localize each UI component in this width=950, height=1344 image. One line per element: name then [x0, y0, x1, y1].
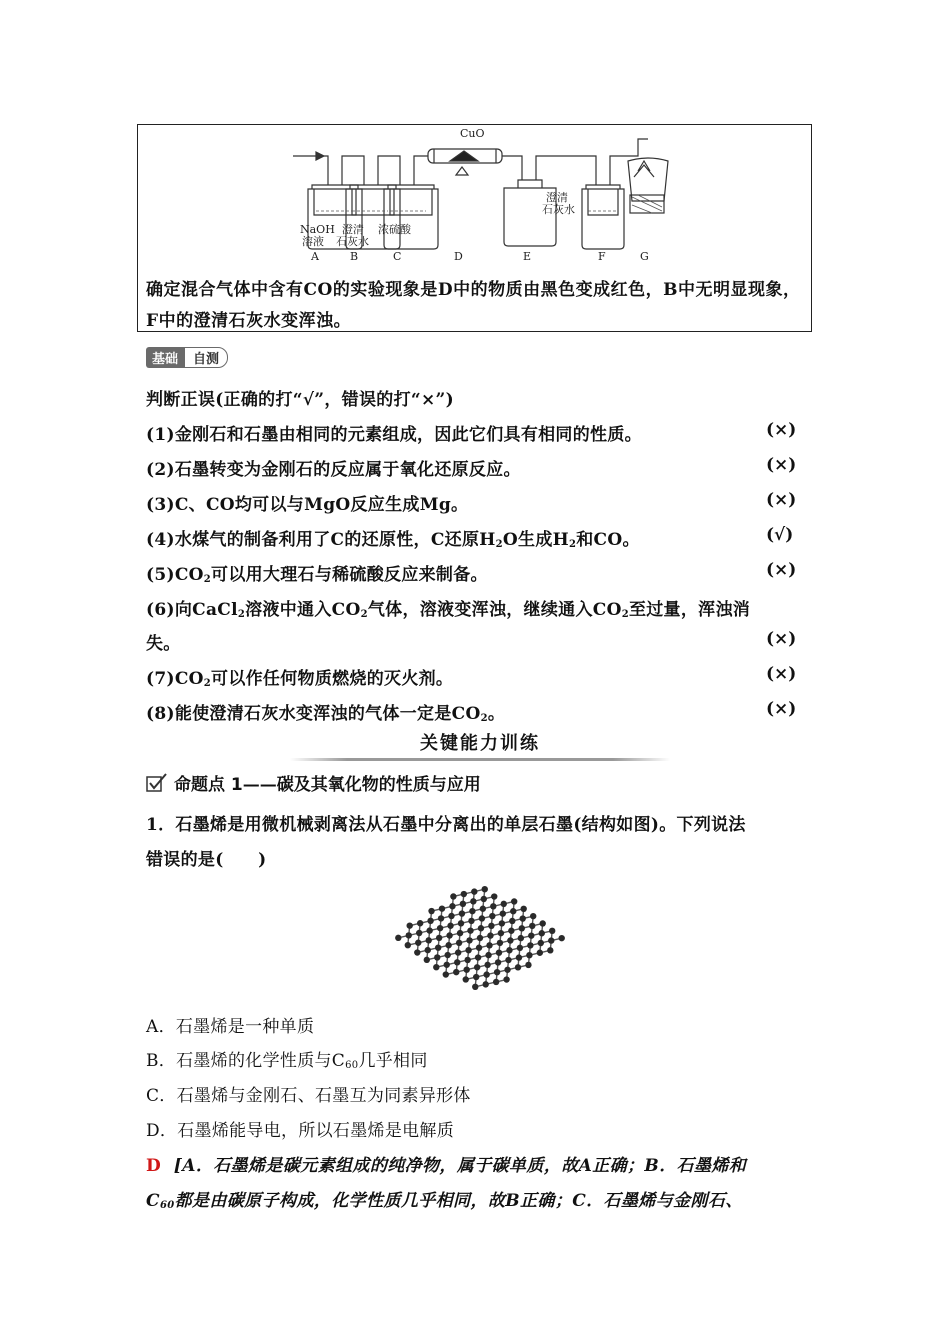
lattice-atom [485, 952, 491, 958]
lattice-atom [496, 949, 502, 955]
lattice-atom [483, 981, 489, 987]
lattice-atom [478, 925, 484, 931]
lattice-atom [471, 888, 477, 894]
item-5-mark: (×) [766, 560, 797, 580]
lattice-atom [506, 947, 512, 953]
lattice-atom [493, 979, 499, 985]
lattice-atom [474, 964, 480, 970]
lattice-atom [406, 932, 412, 938]
question-line-1: 1．石墨烯是用微机械剥离法从石墨中分离出的单层石墨(结构如图)。下列说法 [146, 815, 746, 835]
item-6: (6)向CaCl$_2$溶液中通入$CO_2$气体，溶液变浑浊，继续通入$CO_2$至过量，浑浊消 [146, 600, 751, 620]
apparatus-box [137, 124, 812, 332]
lattice-atom [454, 959, 460, 965]
lattice-atom [519, 925, 525, 931]
lattice-atom [527, 942, 533, 948]
item-8-mark: (×) [766, 699, 797, 719]
lattice-atom [504, 967, 510, 973]
lattice-atom [446, 932, 452, 938]
lattice-atom [425, 947, 431, 953]
answer-line-2: $C_{60}$都是由碳原子构成，化学性质几乎相同，故B正确；C．石墨烯与金刚石、 [146, 1191, 743, 1211]
lattice-atom [428, 908, 434, 914]
lattice-atom [463, 976, 469, 982]
letter-f: F [598, 250, 606, 263]
lattice-atom [455, 949, 461, 955]
item-7-mark: (×) [766, 664, 797, 684]
lattice-atom [457, 930, 463, 936]
lattice-atom [395, 935, 401, 941]
letter-b: B [350, 250, 359, 263]
lattice-atom [459, 910, 465, 916]
section-title: 关键能力训练 [420, 733, 540, 754]
lattice-atom [484, 962, 490, 968]
lattice-atom [434, 954, 440, 960]
item-2: (2)石墨转变为金刚石的反应属于氧化还原反应。 [146, 460, 521, 480]
lattice-atom [450, 893, 456, 899]
lattice-atom [476, 945, 482, 951]
lattice-atom [518, 935, 524, 941]
apparatus-diagram [138, 125, 810, 273]
item-5: $(5)CO_2$可以用大理石与稀硫酸反应来制备。 [146, 565, 488, 585]
lattice-atom [494, 969, 500, 975]
option-c: C．石墨烯与金刚石、石墨互为同素异形体 [146, 1086, 471, 1106]
lattice-atom [491, 893, 497, 899]
question-line-2: 错误的是( ) [146, 850, 267, 870]
lattice-atom [427, 918, 433, 924]
answer-line-1: D [A．石墨烯是碳元素组成的纯净物，属于碳单质，故A正确；B．石墨烯和 [146, 1156, 747, 1176]
lattice-atom [510, 908, 516, 914]
self-test-badge [146, 347, 228, 367]
lattice-atom [444, 962, 450, 968]
lattice-atom [480, 906, 486, 912]
lattice-atom [495, 959, 501, 965]
lattice-atom [467, 927, 473, 933]
letter-e: E [523, 250, 532, 263]
label-naoh: NaOH [300, 223, 335, 236]
item-6-mark: (×) [766, 629, 797, 649]
lattice-atom [448, 913, 454, 919]
item-4: (4)水煤气的制备利用了C的还原性，C还原$H_2O$生成$H_2$和CO。 [146, 530, 640, 550]
lattice-atom [426, 937, 432, 943]
graphene-structure-image [385, 878, 575, 998]
lattice-atom [443, 971, 449, 977]
lattice-atom [525, 962, 531, 968]
lattice-atom [475, 954, 481, 960]
lattice-atom [460, 901, 466, 907]
answer-letter: D [146, 1156, 162, 1176]
lattice-atom [473, 974, 479, 980]
label-naoh-sol: 溶液 [302, 235, 324, 248]
box-conclusion: 确定混合气体中含有CO的实验现象是D中的物质由黑色变成红色，B中无明显现象，F中的澄清石灰水变浑浊。 [146, 280, 801, 331]
lattice-atom [537, 950, 543, 956]
lattice-atom [439, 905, 445, 911]
lattice-atom [486, 942, 492, 948]
lattice-atom [511, 898, 517, 904]
lattice-atom [540, 920, 546, 926]
lattice-atom [453, 969, 459, 975]
lattice-atom [497, 940, 503, 946]
item-8: (8)能使澄清石灰水变浑浊的气体一定是$CO_2$。 [146, 704, 506, 724]
lattice-atom [436, 935, 442, 941]
lattice-atom [469, 908, 475, 914]
checkbox-icon [146, 773, 168, 793]
lattice-atom [498, 930, 504, 936]
lattice-atom [508, 928, 514, 934]
lattice-atom [520, 915, 526, 921]
lattice-atom [407, 922, 413, 928]
lattice-atom [437, 925, 443, 931]
lattice-atom [481, 896, 487, 902]
lattice-atom [539, 930, 545, 936]
section-divider [290, 758, 670, 761]
lattice-atom [466, 937, 472, 943]
item-1-mark: (×) [766, 420, 797, 440]
lattice-atom [464, 957, 470, 963]
option-a: A．石墨烯是一种单质 [146, 1017, 315, 1037]
lattice-atom [501, 901, 507, 907]
letter-c: C [393, 250, 402, 263]
lattice-atom [499, 920, 505, 926]
lattice-atom [465, 947, 471, 953]
letter-d: D [454, 250, 463, 263]
lattice-atom [489, 913, 495, 919]
item-7: $(7)CO_2$可以作任何物质燃烧的灭火剂。 [146, 669, 454, 689]
cuo-label: CuO [460, 127, 485, 140]
lattice-atom [488, 923, 494, 929]
lattice-atom [426, 927, 432, 933]
label-b2: 石灰水 [336, 235, 369, 248]
lattice-atom [559, 935, 565, 941]
lattice-atom [517, 945, 523, 951]
lattice-atom [447, 923, 453, 929]
lattice-atom [416, 930, 422, 936]
lattice-atom [472, 984, 478, 990]
lattice-atom [445, 952, 451, 958]
lattice-atom [435, 944, 441, 950]
lattice-atom [487, 932, 493, 938]
lattice-atom [445, 942, 451, 948]
lattice-atom [461, 891, 467, 897]
letter-a: A [311, 250, 319, 263]
lattice-atom [470, 898, 476, 904]
label-c: 浓硫酸 [378, 223, 411, 236]
lattice-atom [507, 937, 513, 943]
lattice-atom [456, 940, 462, 946]
lattice-atom [464, 967, 470, 973]
label-b1: 澄清 [342, 223, 364, 236]
lattice-atom [509, 918, 515, 924]
lattice-atom [505, 957, 511, 963]
topic-label: 命题点 1 [174, 775, 243, 795]
lattice-atom [516, 954, 522, 960]
lattice-atom [424, 957, 430, 963]
lattice-atom [503, 976, 509, 982]
lattice-atom [458, 920, 464, 926]
label-f1: 澄清 [546, 191, 568, 204]
lattice-atom [521, 906, 527, 912]
option-b: B．石墨烯的化学性质与$C_{60}$几乎相同 [146, 1051, 428, 1071]
topic-title: ——碳及其氧化物的性质与应用 [242, 775, 481, 795]
item-1: (1)金刚石和石墨由相同的元素组成，因此它们具有相同的性质。 [146, 425, 642, 445]
lattice-atom [529, 923, 535, 929]
lattice-atom [477, 935, 483, 941]
lattice-atom [538, 940, 544, 946]
lattice-atom [449, 903, 455, 909]
judge-title: 判断正误(正确的打“√”，错误的打“×”) [146, 390, 454, 410]
item-3-mark: (×) [766, 490, 797, 510]
label-f2: 石灰水 [542, 203, 575, 216]
lattice-atom [415, 940, 421, 946]
badge-right: 自测 [184, 347, 228, 368]
lattice-atom [483, 971, 489, 977]
lattice-atom [479, 915, 485, 921]
lattice-atom [438, 915, 444, 921]
topic-heading [146, 770, 481, 795]
lattice-atom [468, 918, 474, 924]
item-2-mark: (×) [766, 455, 797, 475]
lattice-atom [530, 913, 536, 919]
badge-left: 基础 [146, 347, 184, 368]
lattice-atom [515, 964, 521, 970]
lattice-atom [547, 947, 553, 953]
letter-g: G [640, 250, 649, 263]
lattice-atom [500, 910, 506, 916]
lattice-atom [414, 949, 420, 955]
lattice-atom [482, 886, 488, 892]
lattice-atom [528, 932, 534, 938]
lattice-atom [405, 942, 411, 948]
option-d: D．石墨烯能导电，所以石墨烯是电解质 [146, 1121, 455, 1141]
lattice-atom [490, 903, 496, 909]
lattice-atom [548, 937, 554, 943]
lattice-atom [549, 928, 555, 934]
item-3: (3)C、CO均可以与MgO反应生成Mg。 [146, 495, 469, 515]
item-6-cont: 失。 [146, 634, 181, 654]
lattice-atom [433, 964, 439, 970]
lattice-atom [417, 920, 423, 926]
item-4-mark: (√) [766, 525, 794, 545]
lattice-atom [526, 952, 532, 958]
